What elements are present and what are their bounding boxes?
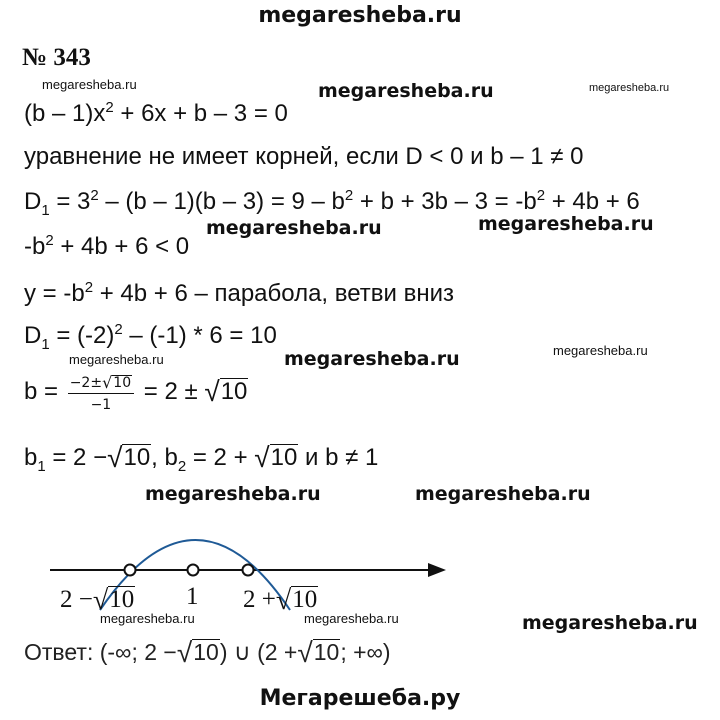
watermark: megaresheba.ru [553, 343, 648, 358]
fraction: $\frac{-2\pm√10}{-1}$ [68, 372, 134, 413]
answer-line: Ответ: (-∞; 2 −√10) ∪ (2 +√10; +∞) [24, 637, 391, 668]
roots-formula-line: b = $\frac{-2\pm√10}{-1}$ = 2 ± √10 [24, 373, 248, 413]
watermark: megaresheba.ru [284, 348, 460, 370]
discriminant-line-2: $D_1 = (-2)^2 - (-1) * 6 = 10$ [24, 321, 277, 353]
watermark: megaresheba.ru [42, 77, 137, 92]
watermark: megaresheba.ru [145, 483, 321, 505]
site-header: megaresheba.ru [258, 3, 462, 28]
watermark: megaresheba.ru [589, 82, 670, 94]
watermark: megaresheba.ru [318, 80, 494, 102]
tick-label-left: 2 −√10 [60, 585, 135, 616]
point-excluded-one [188, 565, 199, 576]
watermark: megaresheba.ru [100, 611, 195, 626]
watermark: megaresheba.ru [415, 483, 591, 505]
equation-line: $(b - 1)x^2 + 6x + b - 3 = 0$ [24, 99, 288, 127]
point-left-root [125, 565, 136, 576]
inequality-line: $-b^2 + 4b + 6 < 0$ [24, 232, 190, 260]
site-footer: Мегарешеба.ру [259, 686, 461, 711]
problem-number: № 343 [22, 44, 91, 71]
watermark: megaresheba.ru [206, 217, 382, 239]
parabola-line: $y = -b^2 + 4b + 6$ – парабола, ветви вниз [24, 279, 455, 307]
watermark: megaresheba.ru [69, 352, 164, 367]
tick-label-right: 2 +√10 [243, 585, 318, 616]
roots-line: $b_1 = 2 -√10$, $b_2 = 2 + √10$ и b ≠ 1 [24, 442, 379, 475]
tick-label-middle: 1 [186, 583, 199, 610]
point-right-root [243, 565, 254, 576]
axis-arrow-icon [428, 563, 446, 577]
watermark: megaresheba.ru [478, 213, 654, 235]
watermark: megaresheba.ru [304, 611, 399, 626]
watermark: megaresheba.ru [522, 612, 698, 634]
discriminant-line: $D_1 = 3^2 - (b - 1)(b - 3) = 9 - b^2 + b + 3b - 3 = -b^2 + 4b + 6$ [24, 187, 640, 219]
condition-line: уравнение не имеет корней, если D < 0 и b – 1 ≠ 0 [24, 143, 584, 170]
